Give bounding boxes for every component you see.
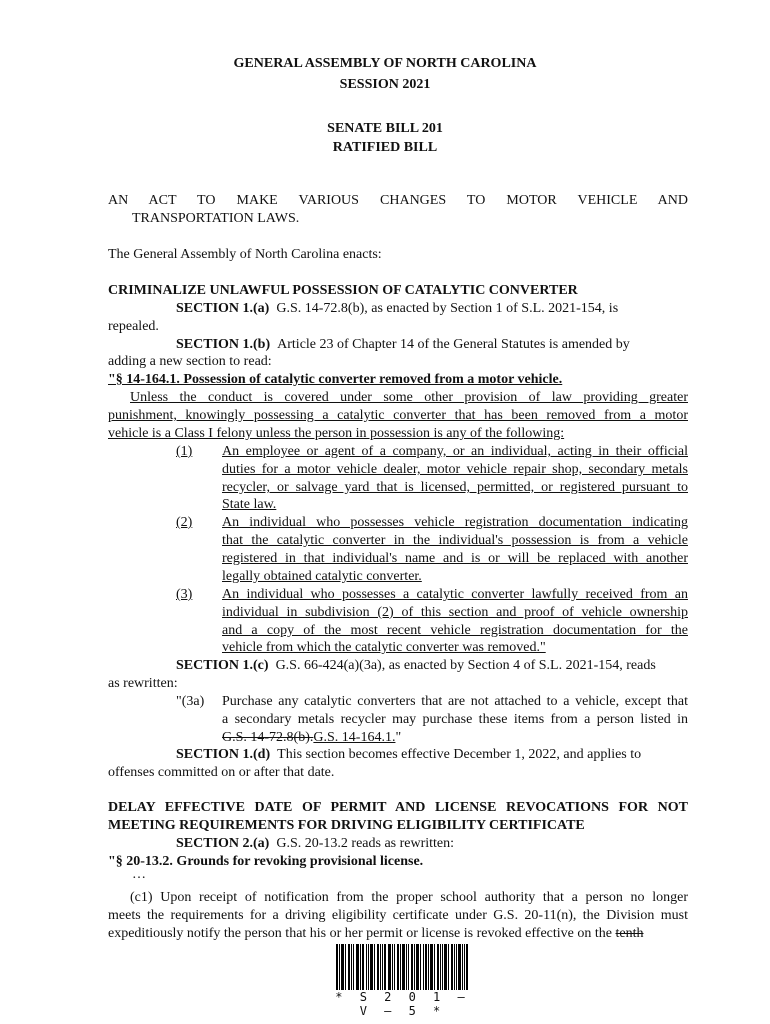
section-1b-label: SECTION 1.(b) [176, 337, 271, 352]
struck-citation: G.S. 14-72.8(b). [222, 730, 314, 745]
item-2-line3: registered in that individual's name and is or will be replaced with another [222, 551, 688, 566]
item-1-number: (1) [176, 444, 193, 459]
part1-heading: CRIMINALIZE UNLAWFUL POSSESSION OF CATALYTIC CONVERTER [108, 283, 578, 298]
new-section-heading: "§ 14-164.1. Possession of catalytic converter removed from a motor vehicle. [108, 372, 563, 387]
section-1c-text: G.S. 66-424(a)(3a), as enacted by Section 4 of S.L. 2021-154, reads [275, 658, 656, 673]
c1-line1: (c1) Upon receipt of notification from the proper school authority that a person no longer [130, 890, 688, 905]
section-1b [176, 336, 688, 353]
c1-line3 [108, 925, 688, 942]
section-1b-text: Article 23 of Chapter 14 of the General Statutes is amended by [277, 337, 630, 352]
barcode-image [336, 944, 468, 990]
added-citation: G.S. 14-164.1. [313, 730, 396, 745]
item-1-line2: duties for a motor vehicle dealer, motor vehicle repair shop, secondary metals [222, 462, 688, 477]
header-bill-number: SENATE BILL 201 [327, 121, 443, 136]
section-1a-text: G.S. 14-72.8(b), as enacted by Section 1 of S.L. 2021-154, is [276, 301, 619, 316]
item-2-line1: An individual who possesses vehicle registration documentation indicating [222, 515, 688, 530]
item-3-line2: individual in subdivision (2) of this section and proof of vehicle ownership [222, 605, 688, 620]
section-2a-label: SECTION 2.(a) [176, 836, 270, 851]
barcode-text: * S 2 0 1 – V – 5 * [335, 990, 470, 1018]
section-1c-label: SECTION 1.(c) [176, 658, 269, 673]
act-title-line1: AN ACT TO MAKE VARIOUS CHANGES TO MOTOR VEHICLE AND [108, 193, 688, 208]
item-3a-closing-quote: " [395, 730, 402, 745]
header-session: SESSION 2021 [339, 77, 431, 92]
section-1a [176, 300, 688, 317]
section-1d [176, 746, 688, 763]
item-3-number: (3) [176, 587, 193, 602]
item-3a-line3 [222, 729, 688, 746]
item-1-line3: recycler, or salvage yard that is licensed, permitted, or registered pursuant to [222, 480, 688, 495]
item-3-line1: An individual who possesses a catalytic converter lawfully received from an [222, 587, 688, 602]
item-2-line4: legally obtained catalytic converter. [222, 569, 422, 584]
section-1c [176, 657, 688, 674]
part2-heading-line1: DELAY EFFECTIVE DATE OF PERMIT AND LICENSE REVOCATIONS FOR NOT [108, 800, 688, 815]
c1-line2: meets the requirements for a driving eligibility certificate under G.S. 20-11(n), the Division must [108, 908, 688, 923]
item-1-line1: An employee or agent of a company, or an individual, acting in their official [222, 444, 688, 459]
item-2-line2: that the catalytic converter in the individual's possession is from a vehicle [222, 533, 688, 548]
new-section-body-line1: Unless the conduct is covered under some other provision of law providing greater [130, 390, 688, 405]
section-2a [176, 835, 688, 852]
section-1d-cont: offenses committed on or after that date. [108, 765, 335, 780]
section-2a-text: G.S. 20-13.2 reads as rewritten: [276, 836, 455, 851]
section-1c-cont: as rewritten: [108, 676, 178, 691]
item-1-line4: State law. [222, 497, 277, 512]
item-3a-number: "(3a) [176, 694, 205, 709]
c1-line3-text: expeditiously notify the person that his or her permit or license is revoked effective on the [108, 926, 612, 941]
section-20-13-2-heading: "§ 20-13.2. Grounds for revoking provisional license. [108, 854, 424, 869]
section-1a-cont: repealed. [108, 319, 159, 334]
enacting-clause: The General Assembly of North Carolina enacts: [108, 247, 382, 262]
header-bill-status: RATIFIED BILL [332, 140, 438, 155]
section-1a-label: SECTION 1.(a) [176, 301, 270, 316]
item-3a-line2: a secondary metals recycler may purchase these items from a person listed in [222, 712, 688, 727]
new-section-body-line2: punishment, knowingly possessing a catalytic converter that has been removed from a motor [108, 408, 688, 423]
section-1d-text: This section becomes effective December 1, 2022, and applies to [277, 747, 642, 762]
c1-struck-word: tenth [615, 926, 644, 941]
item-3-line4: vehicle from which the catalytic converter was removed." [222, 640, 546, 655]
act-title-line2: TRANSPORTATION LAWS. [132, 211, 300, 226]
item-3-line3: and a copy of the most recent vehicle registration documentation for the [222, 623, 688, 638]
new-section-body-line3: vehicle is a Class I felony unless the person in possession is any of the following: [108, 426, 565, 441]
section-1d-label: SECTION 1.(d) [176, 747, 271, 762]
omission-ellipsis: … [132, 867, 146, 882]
part2-heading-line2: MEETING REQUIREMENTS FOR DRIVING ELIGIBILITY CERTIFICATE [108, 818, 585, 833]
section-1b-cont: adding a new section to read: [108, 354, 272, 369]
item-3a-line1: Purchase any catalytic converters that are not attached to a vehicle, except that [222, 694, 688, 709]
item-2-number: (2) [176, 515, 193, 530]
header-assembly: GENERAL ASSEMBLY OF NORTH CAROLINA [233, 56, 537, 71]
